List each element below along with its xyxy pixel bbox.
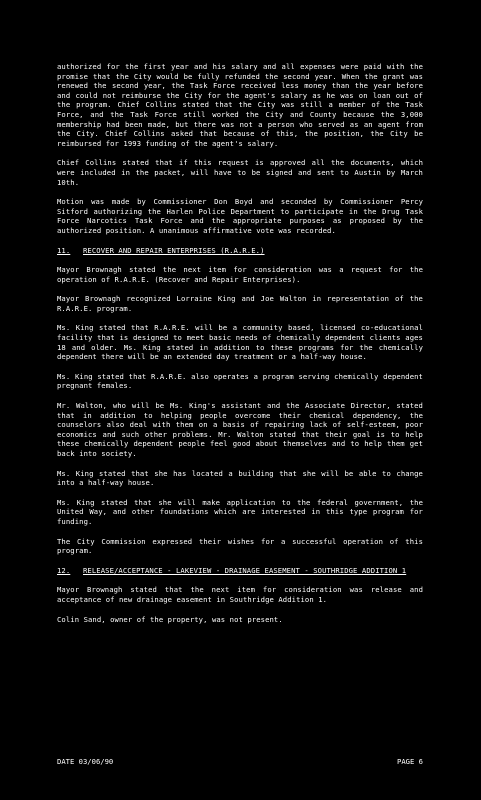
footer-date: DATE 03/06/90 [57, 757, 114, 766]
paragraph: Ms. King stated that R.A.R.E. also operates a program serving chemically dependent pregnant females. [57, 371, 423, 391]
paragraph: Ms. King stated that R.A.R.E. will be a community based, licensed co-educational facility that is designed to meet basic needs of chemically dependent clients ages 18 and older. Ms. King stated in addition to these programs for the chemically dependent there will be an extended day treatment or a half-way house. [57, 323, 423, 362]
paragraph: Ms. King stated that she has located a building that she will be able to change into a half-way house. [57, 468, 423, 488]
paragraph: Mr. Walton, who will be Ms. King's assistant and the Associate Director, stated that in addition to helping people overcome their chemical dependency, the counselors also deal with them on a basis of repairing lack of self-esteem, poor economics and such other problems. Mr. Walton stated that their goal is to help these chemically dependent people feel good about themselves and to help them get back into society. [57, 401, 423, 458]
paragraph: Chief Collins stated that if this request is approved all the documents, which were included in the packet, will have to be signed and sent to Austin by March 10th. [57, 158, 423, 187]
section-title: RELEASE/ACCEPTANCE - LAKEVIEW - DRAINAGE EASEMENT - SOUTHRIDGE ADDITION 1 [83, 565, 407, 575]
section-heading-12 [57, 566, 423, 576]
section-number: 11. [57, 245, 71, 255]
document-page [57, 62, 423, 634]
paragraph: authorized for the first year and his salary and all expenses were paid with the promise that the City would be fully refunded the second year. When the grant was renewed the second year, the Task Force received less money than the year before and could not reimburse the City for the agent's salary as he was on loan out of the program. Chief Collins stated that the City was still a member of the Task Force, and the Task Force still worked the City and County because the 3,000 membership had been made, but there was not a person who served as an agent from the City. Chief Collins asked that because of this, the position, the City be reimbursed for 1993 funding of the agent's salary. [57, 62, 423, 148]
paragraph: Colin Sand, owner of the property, was not present. [57, 614, 283, 624]
section-number: 12. [57, 565, 71, 575]
paragraph: Mayor Brownagh stated that the next item for consideration was release and acceptance of new drainage easement in Southridge Addition 1. [57, 585, 423, 604]
paragraph: Mayor Brownagh recognized Lorraine King and Joe Walton in representation of the R.A.R.E. program. [57, 294, 423, 313]
section-title: RECOVER AND REPAIR ENTERPRISES (R.A.R.E.) [83, 245, 265, 255]
paragraph: Ms. King stated that she will make application to the federal government, the United Way, and other foundations which are interested in this type program for funding. [57, 497, 423, 526]
paragraph: The City Commission expressed their wishes for a successful operation of this program. [57, 536, 423, 556]
paragraph: Mayor Brownagh stated the next item for consideration was a request for the operation of R.A.R.E. (Recover and Repair Enterprises). [57, 265, 423, 284]
paragraph: Motion was made by Commissioner Don Boyd and seconded by Commissioner Percy Sitford authorizing the Harlen Police Department to participate in the Drug Task Force Narcotics Task Force and the appropriate purposes as proposed by the authorized position. A unanimous affirmative vote was recorded. [57, 197, 423, 235]
page-footer [57, 757, 423, 767]
section-heading-11 [57, 246, 423, 256]
footer-page-number: PAGE 6 [397, 757, 423, 766]
